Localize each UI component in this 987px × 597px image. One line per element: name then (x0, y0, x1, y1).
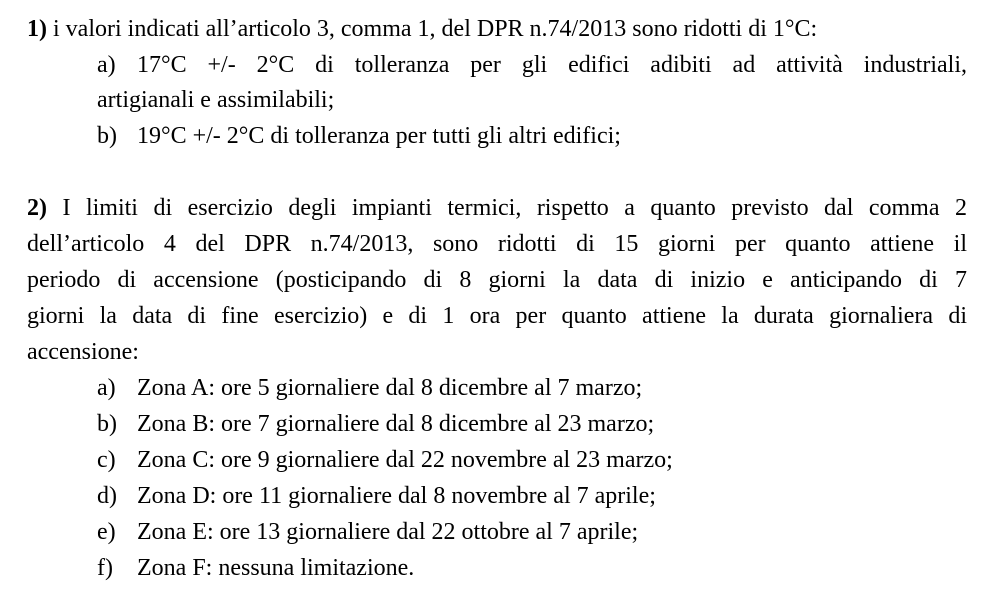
zone-item-marker: f) (97, 555, 113, 581)
zone-item-marker: c) (97, 447, 116, 473)
zone-item-text: Zona F: nessuna limitazione. (137, 555, 415, 581)
list-item-text: 19°C +/- 2°C di tolleranza per tutti gli altri edifici; (137, 123, 621, 149)
list-item-text-continued: artigianali e assimilabili; (97, 87, 335, 113)
section1-intro-text: i valori indicati all’articolo 3, comma 1, del DPR n.74/2013 sono ridotti di 1°C: (47, 16, 818, 42)
zone-item-text: Zona C: ore 9 giornaliere dal 22 novembre al 23 marzo; (137, 447, 673, 473)
section2-paragraph-line (27, 193, 967, 223)
section1-number: 1) (27, 16, 47, 42)
section2-paragraph-line: giorni la data di fine esercizio) e di 1 ora per quanto attiene la durata giornaliera di (27, 303, 967, 329)
section1-intro (27, 14, 817, 44)
section2-paragraph-line: dell’articolo 4 del DPR n.74/2013, sono ridotti di 15 giorni per quanto attiene il (27, 231, 967, 257)
section2-paragraph-line: periodo di accensione (posticipando di 8 giorni la data di inizio e anticipando di 7 (27, 267, 967, 293)
zone-item-text: Zona D: ore 11 giornaliere dal 8 novembre al 7 aprile; (137, 483, 656, 509)
zone-item-marker: b) (97, 411, 117, 437)
zone-item-text: Zona B: ore 7 giornaliere dal 8 dicembre al 23 marzo; (137, 411, 655, 437)
list-item-text: 17°C +/- 2°C di tolleranza per gli edifici adibiti ad attività industriali, (137, 52, 967, 78)
zone-item-marker: e) (97, 519, 116, 545)
section2-number: 2) (27, 195, 47, 221)
list-item-marker: a) (97, 52, 116, 78)
section2-paragraph-line: accensione: (27, 339, 139, 365)
section2-line-text: I limiti di esercizio degli impianti termici, rispetto a quanto previsto dal comma 2 (47, 195, 967, 221)
zone-item-marker: a) (97, 375, 116, 401)
zone-item-text: Zona E: ore 13 giornaliere dal 22 ottobre al 7 aprile; (137, 519, 639, 545)
zone-item-text: Zona A: ore 5 giornaliere dal 8 dicembre al 7 marzo; (137, 375, 643, 401)
list-item-marker: b) (97, 123, 117, 149)
zone-item-marker: d) (97, 483, 117, 509)
